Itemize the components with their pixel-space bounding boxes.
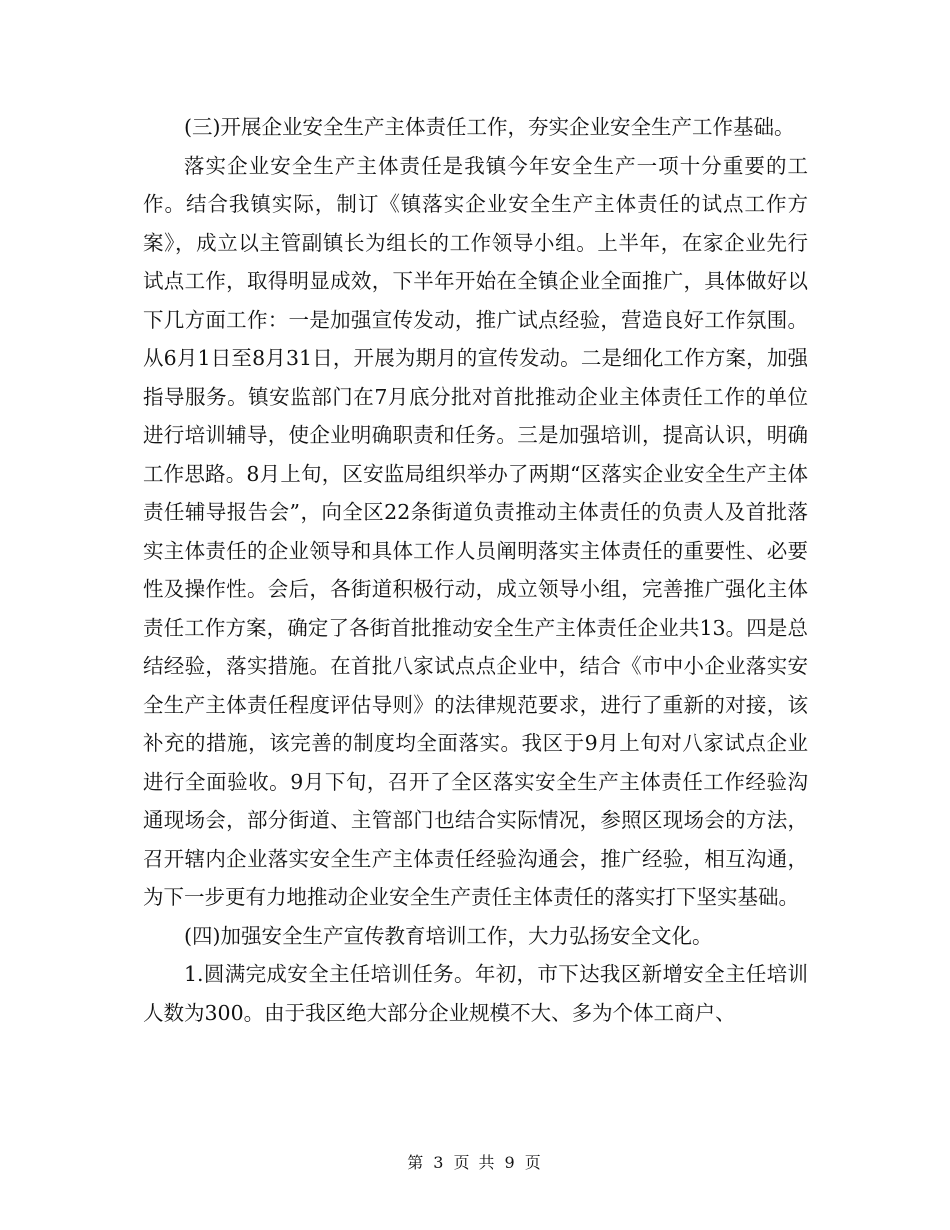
page-footer (0, 1152, 950, 1174)
footer-current-page: 3 (433, 1153, 446, 1172)
body-paragraph: 落实企业安全生产主体责任是我镇今年安全生产一项十分重要的工作。结合我镇实际，制订《镇落实企业安全生产主体责任的试点工作方案》，成立以主管副镇长为组长的工作领导小组。上半年，在家企业先行试点工作，取得明显成效，下半年开始在全镇企业全面推广，具体做好以下几方面工作：一是加强宣传发动，推广试点经验，营造良好工作氛围。从6月1日至8月31日，开展为期月的宣传发动。二是细化工作方案，加强指导服务。镇安监部门在7月底分批对首批推动企业主体责任工作的单位进行培训辅导，使企业明确职责和任务。三是加强培训，提高认识，明确工作思路。8月上旬，区安监局组织举办了两期“区落实企业安全生产主体责任辅导报告会”，向全区22条街道负责推动主体责任的负责人及首批落实主体责任的企业领导和具体工作人员阐明落实主体责任的重要性、必要性及操作性。会后，各街道积极行动，成立领导小组，完善推广强化主体责任工作方案，确定了各街首批推动安全生产主体责任企业共13。四是总结经验，落实措施。在首批八家试点点企业中，结合《市中小企业落实安全生产主体责任程度评估导则》的法律规范要求，进行了重新的对接，该补充的措施，该完善的制度均全面落实。我区于9月上旬对八家试点企业进行全面验收。9月下旬，召开了全区落实安全生产主体责任工作经验沟通现场会，部分街道、主管部门也结合实际情况，参照区现场会的方法，召开辖内企业落实安全生产主体责任经验沟通会，推广经验，相互沟通，为下一步更有力地推动企业安全生产责任主体责任的落实打下坚实基础。 (143, 153, 808, 909)
footer-page-suffix: 页 (524, 1153, 543, 1172)
section-heading-4: (四)加强安全生产宣传教育培训工作，大力弘扬安全文化。 (184, 923, 713, 948)
section-heading-3: (三)开展企业安全生产主体责任工作，夯实企业安全生产工作基础。 (184, 115, 795, 139)
footer-page-prefix: 第 (407, 1153, 426, 1172)
footer-page-mid: 页 共 (453, 1153, 497, 1172)
body-text (143, 108, 808, 1032)
body-paragraph-item-1: 1.圆满完成安全主任培训任务。年初，市下达我区新增安全主任培训人数为300。由于我区绝大部分企业规模不大、多为个体工商户、 (143, 962, 808, 1025)
footer-total-pages: 9 (504, 1153, 517, 1172)
